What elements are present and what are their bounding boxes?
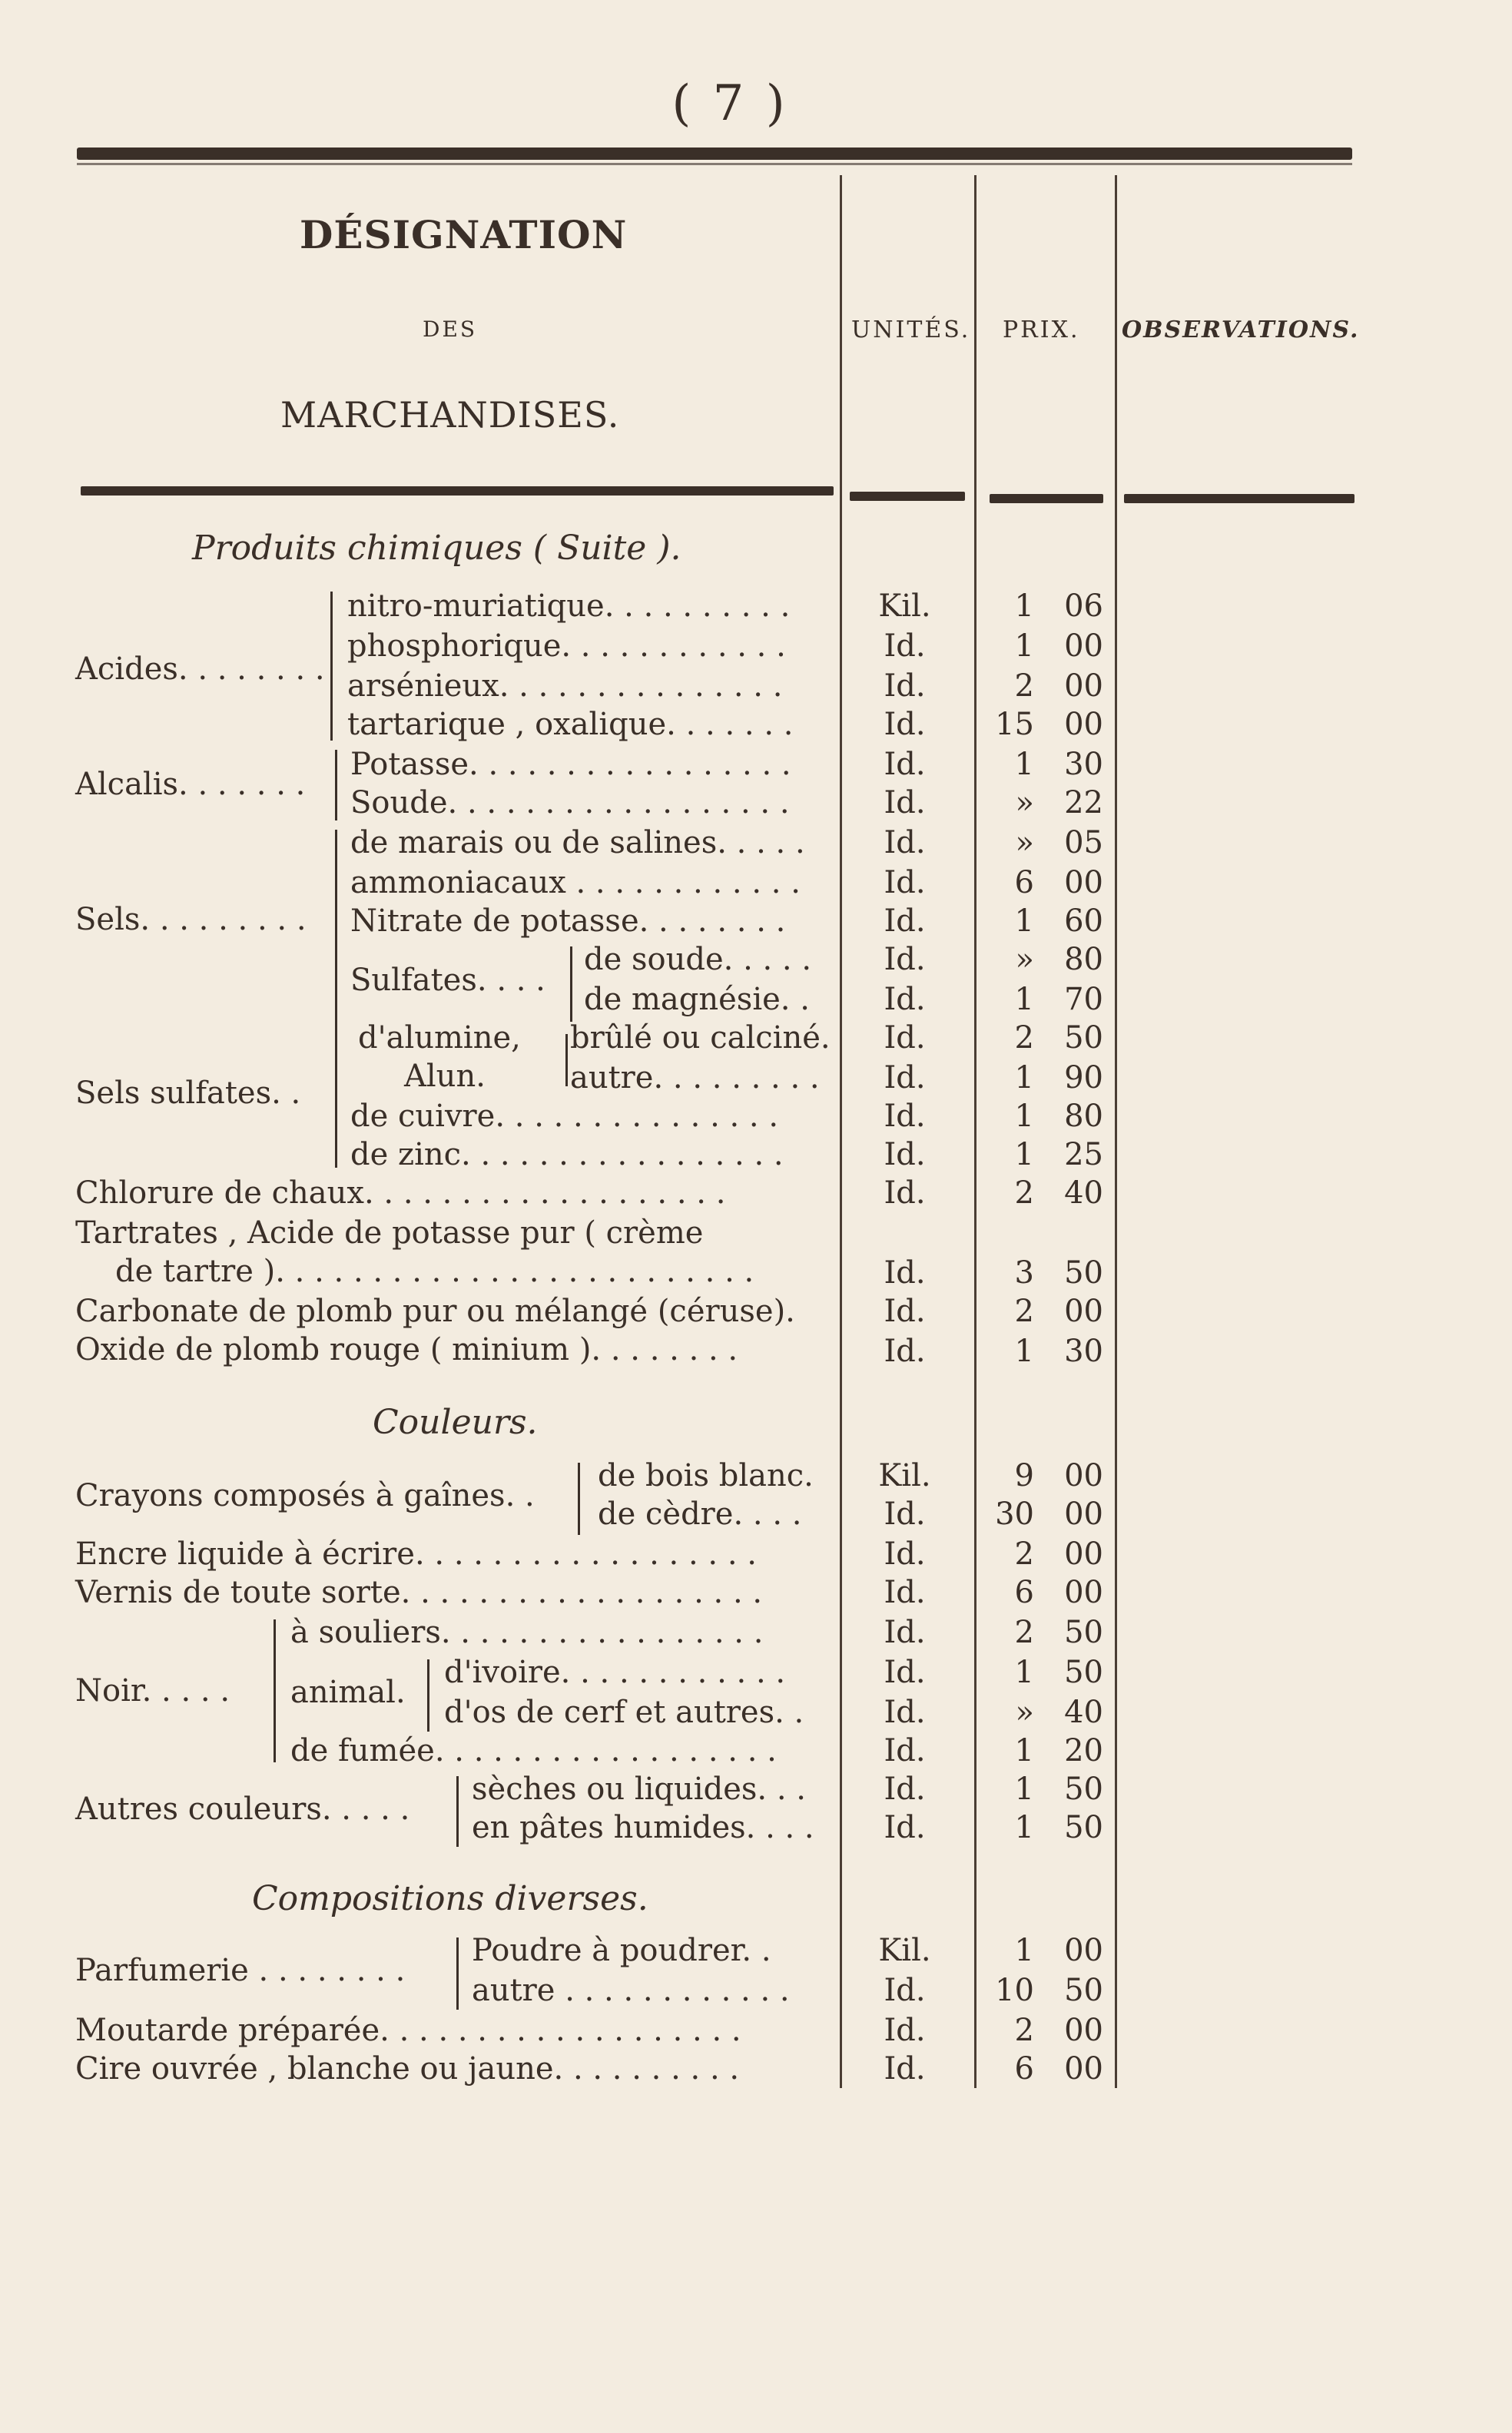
row-label: autre . . . . . . . . . . . .: [472, 1973, 790, 2008]
price-cents: 50: [1064, 1772, 1103, 1807]
price-francs: 1: [1014, 1655, 1034, 1690]
row-label: brûlé ou calciné.: [570, 1020, 831, 1056]
row-price: [974, 1137, 1116, 1172]
price-francs: 15: [995, 707, 1034, 742]
column-divider-units: [840, 175, 842, 2088]
row-price: [974, 1020, 1116, 1056]
row-unit: Id.: [884, 628, 926, 664]
group-label-sels: Sels. . . . . . . . .: [75, 902, 307, 937]
header-marchandises: MARCHANDISES.: [280, 394, 620, 436]
price-francs: 30: [995, 1497, 1034, 1532]
row-unit: Id.: [884, 2051, 926, 2087]
group-label-d-alumine: d'alumine,: [358, 1020, 521, 1056]
row-unit: Id.: [884, 785, 926, 820]
header-prix: PRIX.: [1003, 317, 1080, 343]
price-cents: 00: [1064, 2013, 1103, 2048]
price-francs: 9: [1014, 1458, 1034, 1493]
price-francs: 1: [1014, 1933, 1034, 1968]
row-label: phosphorique. . . . . . . . . . . .: [347, 628, 786, 664]
row-label: de marais ou de salines. . . . .: [350, 825, 805, 860]
row-unit: Id.: [884, 942, 926, 977]
price-cents: 50: [1064, 1655, 1103, 1690]
price-francs: 2: [1014, 1294, 1034, 1329]
row-unit: Id.: [884, 1615, 926, 1650]
group-label-alcalis: Alcalis. . . . . . .: [75, 767, 306, 802]
price-francs: 1: [1014, 1060, 1034, 1096]
row-unit: Id.: [884, 707, 926, 742]
header-rule-designation: [81, 486, 834, 496]
brace-sulfates: [570, 946, 572, 1022]
group-label-alun: Alun.: [404, 1059, 486, 1094]
price-francs: 6: [1014, 2051, 1034, 2087]
group-label-sulfates: Sulfates. . . .: [350, 963, 545, 998]
price-cents: 20: [1064, 1733, 1103, 1768]
row-price: [974, 1536, 1116, 1572]
row-unit: Id.: [884, 825, 926, 860]
section-title-compositions: Compositions diverses.: [252, 1879, 648, 1918]
row-price: [974, 2013, 1116, 2048]
brace-sels-sulfates: [335, 1028, 337, 1168]
price-cents: 60: [1064, 903, 1103, 939]
price-cents: 50: [1064, 1973, 1103, 2008]
row-price: [974, 1334, 1116, 1369]
price-cents: 00: [1064, 1497, 1103, 1532]
header-designation: DÉSIGNATION: [300, 212, 628, 257]
row-unit: Id.: [884, 982, 926, 1017]
row-unit: Id.: [884, 1733, 926, 1768]
brace-alun: [565, 1034, 568, 1086]
header-des: DES: [423, 317, 478, 342]
price-cents: 40: [1064, 1175, 1103, 1211]
price-cents: 50: [1064, 1615, 1103, 1650]
row-price: [974, 1615, 1116, 1650]
row-unit: Id.: [884, 1175, 926, 1211]
price-francs: 10: [995, 1973, 1034, 2008]
row-price: [974, 903, 1116, 939]
row-unit: Id.: [884, 668, 926, 704]
price-cents: 00: [1064, 1933, 1103, 1968]
price-cents: 05: [1064, 825, 1103, 860]
row-price: [974, 1575, 1116, 1610]
row-unit: Id.: [884, 1334, 926, 1369]
row-label: de soude. . . . .: [584, 942, 812, 977]
price-cents: 80: [1064, 942, 1103, 977]
price-francs: 1: [1014, 1810, 1034, 1845]
header-rule-units: [850, 492, 965, 501]
row-label: à souliers. . . . . . . . . . . . . . . . .: [290, 1615, 764, 1650]
price-francs: 1: [1014, 1334, 1034, 1369]
row-unit: Id.: [884, 1695, 926, 1730]
row-label: Vernis de toute sorte. . . . . . . . . . . . . . . . . . .: [75, 1575, 763, 1610]
row-price: [974, 1060, 1116, 1096]
row-unit: Kil.: [878, 588, 931, 624]
row-label: Cire ouvrée , blanche ou jaune. . . . . . . . . .: [75, 2051, 740, 2087]
row-label: de magnésie. .: [584, 982, 810, 1017]
price-cents: 90: [1064, 1060, 1103, 1096]
row-label: Soude. . . . . . . . . . . . . . . . . .: [350, 785, 790, 820]
row-unit: Id.: [884, 1137, 926, 1172]
brace-alcalis: [335, 750, 337, 820]
row-unit: Id.: [884, 865, 926, 900]
row-price: [974, 707, 1116, 742]
row-label: de cèdre. . . .: [598, 1497, 802, 1532]
row-price: [974, 825, 1116, 860]
group-label-acides: Acides. . . . . . . .: [75, 651, 325, 687]
row-label: autre. . . . . . . . .: [570, 1060, 820, 1096]
price-francs: »: [1015, 785, 1034, 820]
price-francs: »: [1015, 1695, 1034, 1730]
row-label: ammoniacaux . . . . . . . . . . . .: [350, 865, 801, 900]
row-label: sèches ou liquides. . .: [472, 1772, 806, 1807]
brace-crayons: [578, 1463, 580, 1535]
price-cents: 50: [1064, 1810, 1103, 1845]
top-rule: [77, 148, 1352, 160]
brace-acides: [330, 592, 333, 741]
row-label: Chlorure de chaux. . . . . . . . . . . . . . . . . . .: [75, 1175, 726, 1211]
price-cents: 00: [1064, 2051, 1103, 2087]
price-cents: 06: [1064, 588, 1103, 624]
row-price: [974, 1255, 1116, 1291]
section-title-couleurs: Couleurs.: [373, 1403, 538, 1442]
row-unit: Id.: [884, 1099, 926, 1134]
price-cents: 25: [1064, 1137, 1103, 1172]
row-label: Carbonate de plomb pur ou mélangé (céruse).: [75, 1294, 795, 1329]
row-unit: Id.: [884, 1255, 926, 1291]
row-price: [974, 1733, 1116, 1768]
row-label: de cuivre. . . . . . . . . . . . . . .: [350, 1099, 779, 1134]
group-label-sels-sulfates: Sels sulfates. .: [75, 1076, 301, 1111]
price-francs: 1: [1014, 628, 1034, 664]
price-francs: 1: [1014, 1099, 1034, 1134]
price-cents: 00: [1064, 1575, 1103, 1610]
price-cents: 50: [1064, 1020, 1103, 1056]
row-price: [974, 865, 1116, 900]
row-price: [974, 1099, 1116, 1134]
price-cents: 30: [1064, 1334, 1103, 1369]
price-cents: 50: [1064, 1255, 1103, 1291]
group-label-autres-couleurs: Autres couleurs. . . . .: [75, 1792, 410, 1827]
row-unit: Id.: [884, 1973, 926, 2008]
row-label: Encre liquide à écrire. . . . . . . . . . . . . . . . . .: [75, 1536, 757, 1572]
row-label: Moutarde préparée. . . . . . . . . . . . . . . . . . .: [75, 2013, 741, 2048]
row-unit: Id.: [884, 1536, 926, 1572]
row-price: [974, 2051, 1116, 2087]
price-francs: 1: [1014, 1137, 1034, 1172]
row-label: Oxide de plomb rouge ( minium ). . . . . . . .: [75, 1332, 738, 1367]
price-cents: 00: [1064, 628, 1103, 664]
price-cents: 30: [1064, 747, 1103, 782]
group-label-noir: Noir. . . . .: [75, 1673, 230, 1709]
brace-noir: [274, 1619, 276, 1762]
row-unit: Id.: [884, 1294, 926, 1329]
row-price: [974, 1458, 1116, 1493]
brace-autres-couleurs: [456, 1776, 459, 1847]
price-francs: »: [1015, 942, 1034, 977]
price-francs: 3: [1014, 1255, 1034, 1291]
row-price: [974, 1655, 1116, 1690]
row-price: [974, 1695, 1116, 1730]
price-francs: 1: [1014, 588, 1034, 624]
row-price: [974, 1933, 1116, 1968]
row-label: arsénieux. . . . . . . . . . . . . . .: [347, 668, 783, 704]
price-cents: 00: [1064, 707, 1103, 742]
price-francs: 1: [1014, 982, 1034, 1017]
row-unit: Id.: [884, 1020, 926, 1056]
price-francs: 1: [1014, 1733, 1034, 1768]
row-label: nitro-muriatique. . . . . . . . . .: [347, 588, 791, 624]
row-price: [974, 1294, 1116, 1329]
brace-sels: [335, 830, 337, 1029]
row-price: [974, 628, 1116, 664]
price-francs: 2: [1014, 1536, 1034, 1572]
price-cents: 00: [1064, 1458, 1103, 1493]
row-price: [974, 1810, 1116, 1845]
row-unit: Id.: [884, 903, 926, 939]
price-francs: 1: [1014, 747, 1034, 782]
row-label: d'ivoire. . . . . . . . . . . .: [444, 1655, 786, 1690]
section-title-chimiques: Produits chimiques ( Suite ).: [192, 529, 681, 568]
row-label: de zinc. . . . . . . . . . . . . . . . .: [350, 1137, 784, 1172]
row-price: [974, 747, 1116, 782]
row-price: [974, 588, 1116, 624]
row-label: de tartre ). . . . . . . . . . . . . . . . . . . . . . . . .: [115, 1254, 754, 1289]
group-label-crayons: Crayons composés à gaînes. .: [75, 1478, 535, 1513]
row-price: [974, 982, 1116, 1017]
brace-parfumerie: [456, 1937, 459, 2010]
row-unit: Id.: [884, 1497, 926, 1532]
price-francs: 2: [1014, 1020, 1034, 1056]
row-label: Tartrates , Acide de potasse pur ( crème: [75, 1215, 704, 1251]
price-francs: 2: [1014, 1615, 1034, 1650]
row-unit: Id.: [884, 1655, 926, 1690]
brace-animal: [427, 1659, 429, 1732]
row-price: [974, 1973, 1116, 2008]
group-label-parfumerie: Parfumerie . . . . . . . .: [75, 1953, 406, 1988]
price-francs: 2: [1014, 2013, 1034, 2048]
row-label: de bois blanc.: [598, 1458, 814, 1493]
header-observations: OBSERVATIONS.: [1122, 317, 1360, 343]
row-unit: Id.: [884, 2013, 926, 2048]
price-cents: 00: [1064, 1294, 1103, 1329]
row-unit: Kil.: [878, 1933, 931, 1968]
price-francs: »: [1015, 825, 1034, 860]
row-label: en pâtes humides. . . .: [472, 1810, 814, 1845]
row-label: Potasse. . . . . . . . . . . . . . . . .: [350, 747, 791, 782]
row-unit: Id.: [884, 1575, 926, 1610]
price-cents: 00: [1064, 865, 1103, 900]
row-label: Nitrate de potasse. . . . . . . .: [350, 903, 786, 939]
row-price: [974, 785, 1116, 820]
price-francs: 1: [1014, 903, 1034, 939]
price-francs: 2: [1014, 1175, 1034, 1211]
price-francs: 1: [1014, 1772, 1034, 1807]
price-francs: 6: [1014, 1575, 1034, 1610]
price-cents: 00: [1064, 1536, 1103, 1572]
row-unit: Id.: [884, 1060, 926, 1096]
row-label: tartarique , oxalique. . . . . . .: [347, 707, 794, 742]
row-label: Poudre à poudrer. .: [472, 1933, 771, 1968]
row-price: [974, 942, 1116, 977]
group-label-animal: animal.: [290, 1675, 406, 1710]
page-number: ( 7 ): [671, 75, 788, 132]
row-label: de fumée. . . . . . . . . . . . . . . . . .: [290, 1733, 777, 1768]
price-cents: 80: [1064, 1099, 1103, 1134]
price-cents: 00: [1064, 668, 1103, 704]
row-unit: Id.: [884, 1810, 926, 1845]
price-francs: 2: [1014, 668, 1034, 704]
price-cents: 40: [1064, 1695, 1103, 1730]
header-rule-observations: [1124, 494, 1354, 503]
header-unites: UNITÉS.: [851, 317, 971, 343]
top-rule-thin: [77, 163, 1352, 165]
row-price: [974, 1772, 1116, 1807]
row-price: [974, 668, 1116, 704]
price-cents: 70: [1064, 982, 1103, 1017]
row-price: [974, 1497, 1116, 1532]
price-francs: 6: [1014, 865, 1034, 900]
row-unit: Id.: [884, 1772, 926, 1807]
row-unit: Kil.: [878, 1458, 931, 1493]
row-price: [974, 1175, 1116, 1211]
header-rule-price: [990, 494, 1103, 503]
price-cents: 22: [1064, 785, 1103, 820]
row-unit: Id.: [884, 747, 926, 782]
row-label: d'os de cerf et autres. .: [444, 1695, 804, 1730]
